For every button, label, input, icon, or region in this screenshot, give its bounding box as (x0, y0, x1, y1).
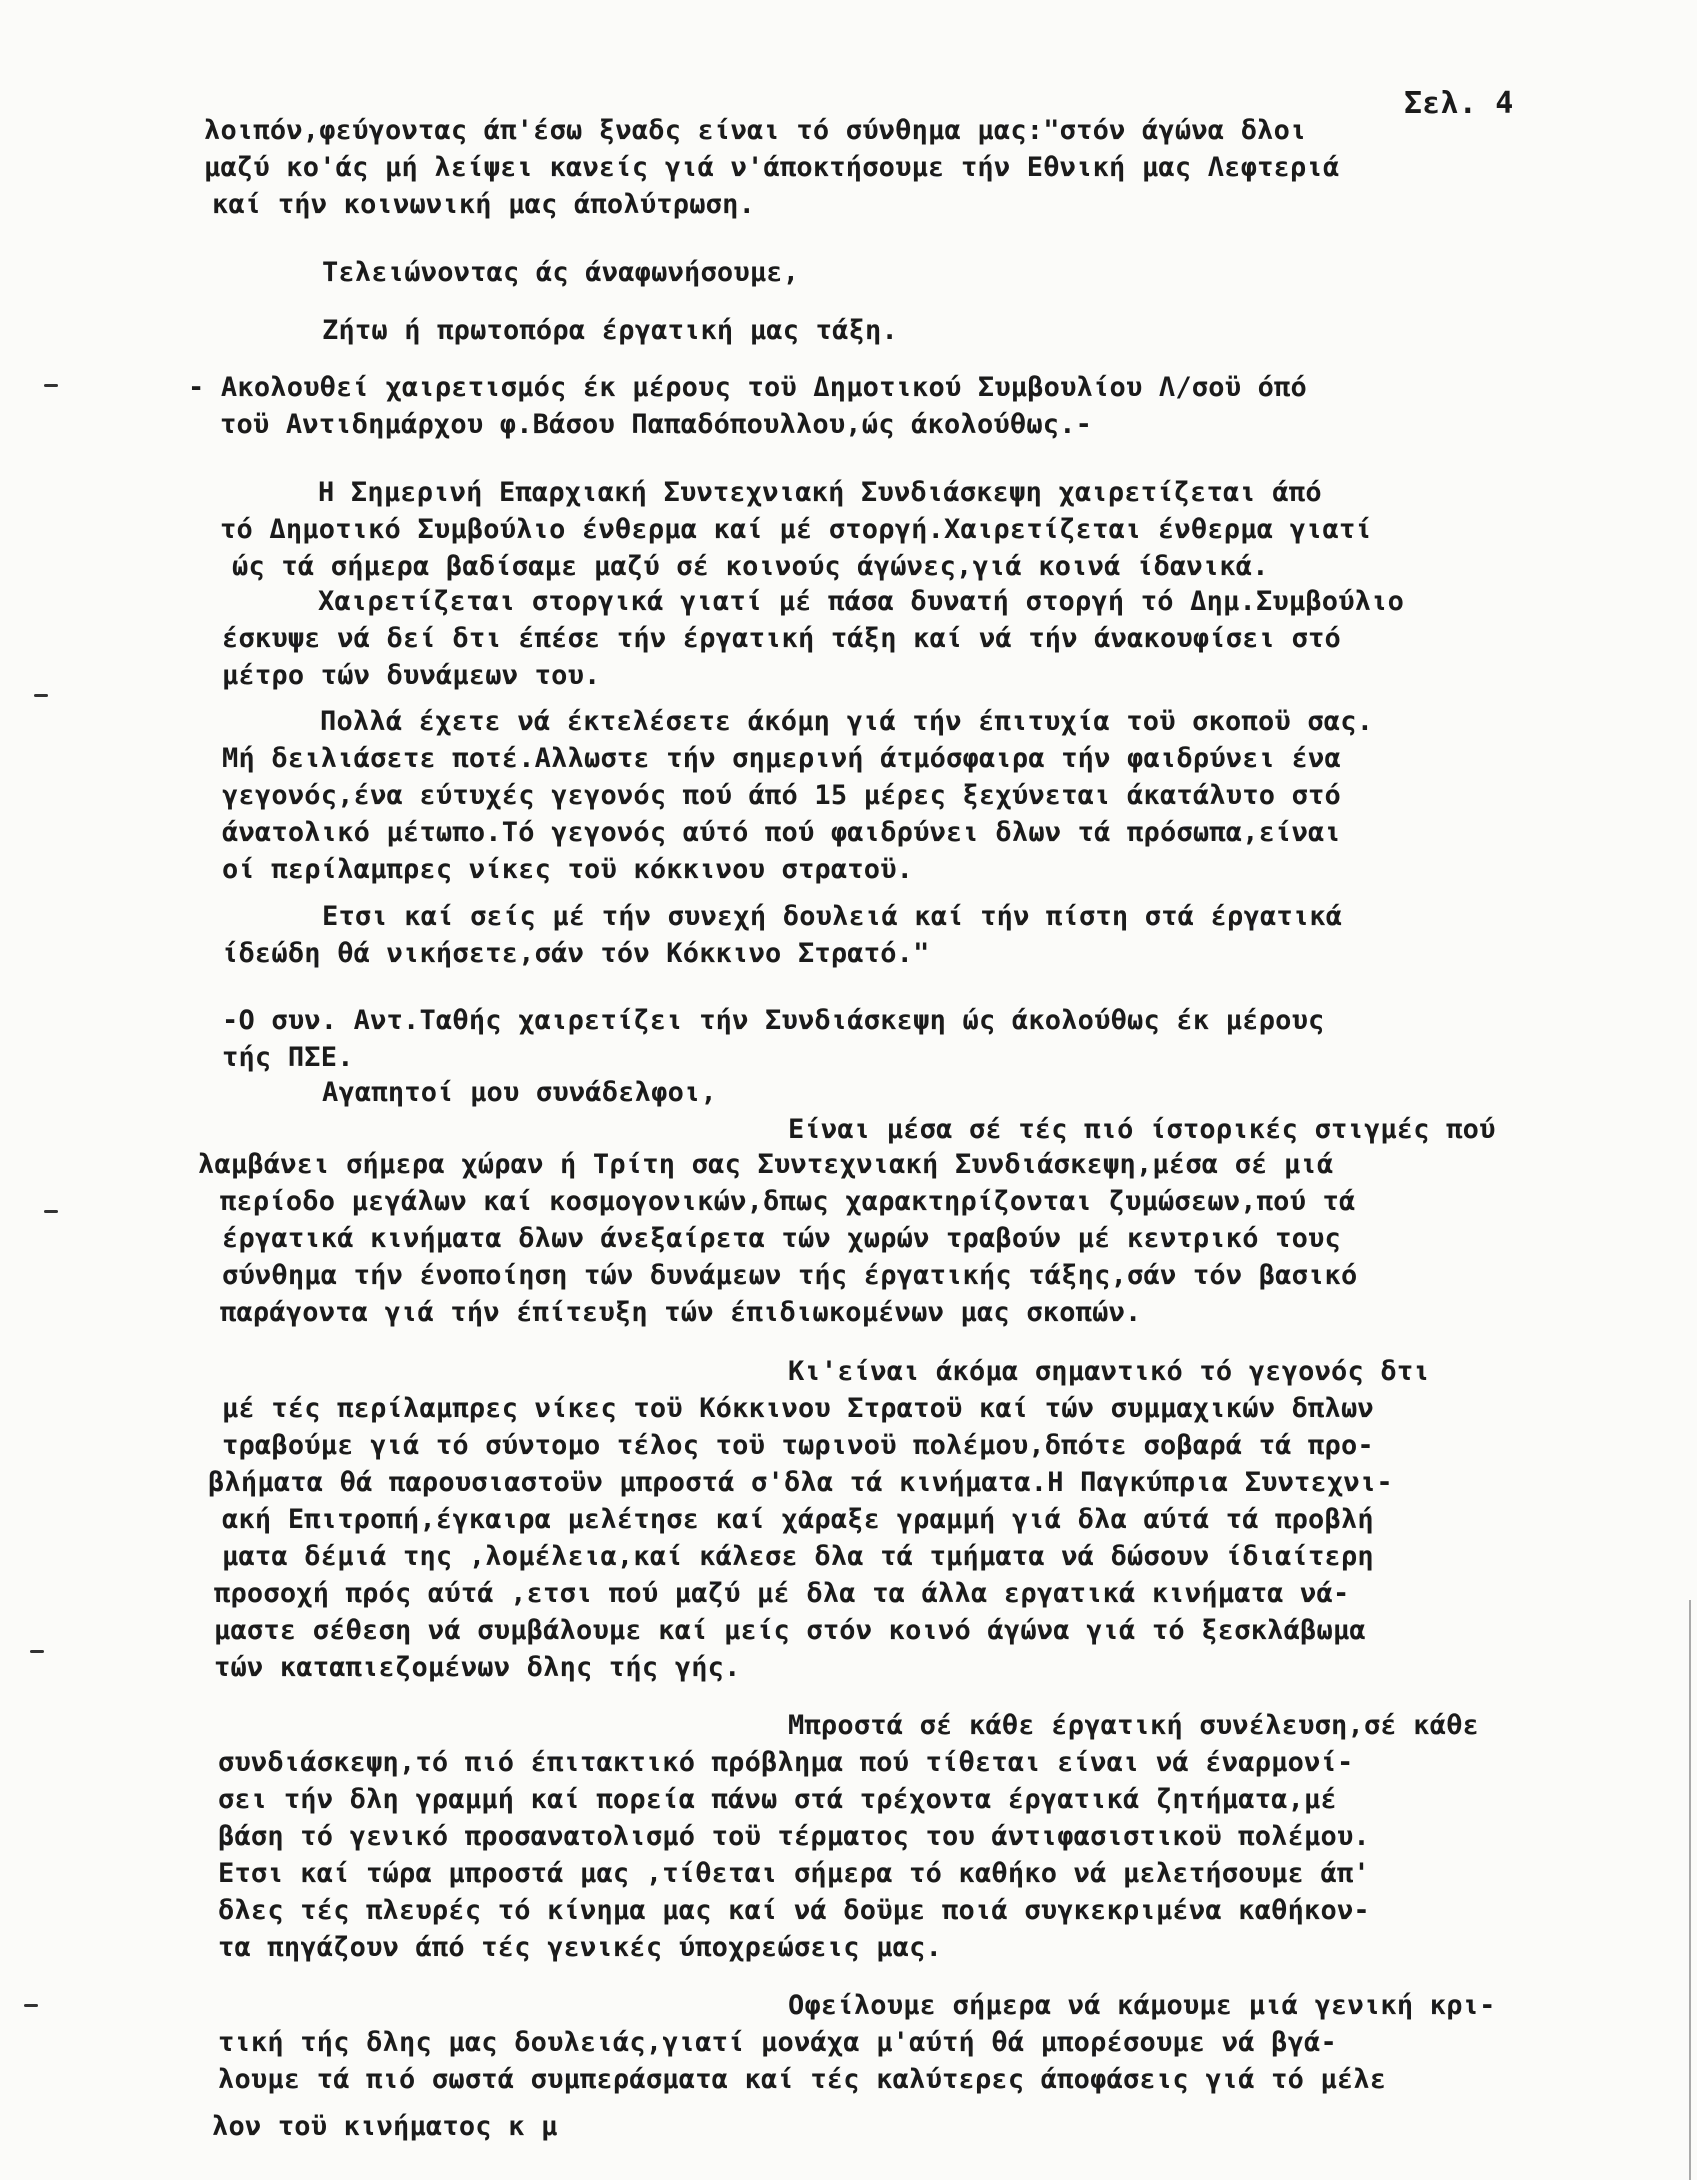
text-line: ματα δέμιά της ,λομέλεια,καί κάλεσε δλα τά τμήματα νά δώσουν ίδιαίτερη (222, 1541, 1374, 1572)
margin-mark (24, 2004, 38, 2007)
text-line: παράγοντα γιά τήν έπίτευξη τών έπιδιωκομένων μας σκοπών. (220, 1297, 1142, 1328)
text-line: καί τήν κοινωνική μας άπολύτρωση. (212, 189, 756, 220)
text-line: Αγαπητοί μου συνάδελφοι, (322, 1077, 717, 1108)
text-line: Οφείλουμε σήμερα νά κάμουμε μιά γενική κρι- (788, 1990, 1496, 2021)
text-line: Κι'είναι άκόμα σημαντικό τό γεγονός δτι (788, 1356, 1430, 1387)
text-line: Τελειώνοντας άς άναφωνήσουμε, (322, 257, 800, 288)
text-line: βλήματα θά παρουσιαστοϋν μπροστά σ'δλα τά κινήματα.Η Παγκύπρια Συντεχνι- (208, 1467, 1393, 1498)
text-line: λον τοϋ κινήματος κ μ (212, 2111, 558, 2142)
text-line: τό Δημοτικό Συμβούλιο ένθερμα καί μέ στοργή.Χαιρετίζεται ένθερμα γιατί (220, 514, 1372, 545)
text-line: λαμβάνει σήμερα χώραν ή Τρίτη σας Συντεχνιακή Συνδιάσκεψη,μέσα σέ μιά (198, 1149, 1334, 1180)
text-line: Ετσι καί τώρα μπροστά μας ,τίθεται σήμερα τό καθήκο νά μελετήσουμε άπ' (218, 1858, 1370, 1889)
text-line: τών καταπιεζομένων δλης τής γής. (214, 1652, 741, 1683)
text-line: Είναι μέσα σέ τές πιό ίστορικές στιγμές πού (788, 1114, 1496, 1145)
text-line: έσκυψε νά δεί δτι έπέσε τήν έργατική τάξη καί νά τήν άνακουφίσει στό (222, 623, 1341, 654)
margin-mark (44, 1210, 58, 1213)
text-line: Ζήτω ή πρωτοπόρα έργατική μας τάξη. (322, 315, 898, 346)
page-edge (1689, 1600, 1691, 2180)
text-line: περίοδο μεγάλων καί κοσμογονικών,δπως χαρακτηρίζονται ζυμώσεων,πού τά (220, 1186, 1356, 1217)
text-line: τα πηγάζουν άπό τές γενικές ύποχρεώσεις μας. (218, 1932, 943, 1963)
text-line: Μή δειλιάσετε ποτέ.Αλλωστε τήν σημερινή άτμόσφαιρα τήν φαιδρύνει ένα (222, 743, 1341, 774)
text-line: τραβούμε γιά τό σύντομο τέλος τοϋ τωρινοϋ πολέμου,δπότε σοβαρά τά προ- (222, 1430, 1374, 1461)
margin-mark (30, 1650, 44, 1653)
text-line: λοιπόν,φεύγοντας άπ'έσω ξναδς είναι τό σύνθημα μας:"στόν άγώνα δλοι (204, 115, 1307, 146)
text-line: λουμε τά πιό σωστά συμπεράσματα καί τές καλύτερες άποφάσεις γιά τό μέλε (218, 2064, 1387, 2095)
text-line: ίδεώδη θά νικήσετε,σάν τόν Κόκκινο Στρατό." (222, 938, 930, 969)
text-line: γεγονός,ένα εύτυχές γεγονός πού άπό 15 μέρες ξεχύνεται άκατάλυτο στό (222, 780, 1341, 811)
margin-mark (44, 384, 58, 387)
text-line: άνατολικό μέτωπο.Τό γεγονός αύτό πού φαιδρύνει δλων τά πρόσωπα,είναι (222, 817, 1341, 848)
text-line: μέτρο τών δυνάμεων του. (222, 660, 601, 691)
text-line: τοϋ Αντιδημάρχου φ.Βάσου Παπαδόπουλλου,ώς άκολούθως.- (220, 409, 1093, 440)
text-line: τική τής δλης μας δουλειάς,γιατί μονάχα μ'αύτή θά μπορέσουμε νά βγά- (218, 2027, 1337, 2058)
text-line: σύνθημα τήν ένοποίηση τών δυνάμεων τής έργατικής τάξης,σάν τόν βασικό (222, 1260, 1358, 1291)
text-line: μαζύ κο'άς μή λείψει κανείς γιά ν'άποκτήσουμε τήν Εθνική μας Λεφτεριά (204, 152, 1340, 183)
page-number: Σελ. 4 (1404, 86, 1514, 121)
text-line: Η Σημερινή Επαρχιακή Συντεχνιακή Συνδιάσκεψη χαιρετίζεται άπό (318, 477, 1322, 508)
text-line: σει τήν δλη γραμμή καί πορεία πάνω στά τρέχοντα έργατικά ζητήματα,μέ (218, 1784, 1337, 1815)
text-line: τής ΠΣΕ. (222, 1042, 354, 1073)
text-line: μαστε σέθεση νά συμβάλουμε καί μείς στόν κοινό άγώνα γιά τό ξεσκλάβωμα (214, 1615, 1366, 1646)
text-line: ακή Επιτροπή,έγκαιρα μελέτησε καί χάραξε γραμμή γιά δλα αύτά τά προβλή (222, 1504, 1374, 1535)
text-line: Χαιρετίζεται στοργικά γιατί μέ πάσα δυνατή στοργή τό Δημ.Συμβούλιο (318, 586, 1405, 617)
text-line: ώς τά σήμερα βαδίσαμε μαζύ σέ κοινούς άγώνες,γιά κοινά ίδανικά. (232, 551, 1269, 582)
text-line: συνδιάσκεψη,τό πιό έπιτακτικό πρόβλημα πού τίθεται είναι νά έναρμονί- (218, 1747, 1354, 1778)
text-line: μέ τές περίλαμπρες νίκες τοϋ Κόκκινου Στρατοϋ καί τών συμμαχικών δπλων (222, 1393, 1374, 1424)
text-line: Μπροστά σέ κάθε έργατική συνέλευση,σέ κάθε (788, 1710, 1480, 1741)
text-line: προσοχή πρός αύτά ,ετσι πού μαζύ μέ δλα τα άλλα εργατικά κινήματα νά- (214, 1578, 1350, 1609)
text-line: βάση τό γενικό προσανατολισμό τοϋ τέρματος του άντιφασιστικοϋ πολέμου. (218, 1821, 1370, 1852)
text-line: οί περίλαμπρες νίκες τοϋ κόκκινου στρατοϋ. (222, 854, 914, 885)
text-line: έργατικά κινήματα δλων άνεξαίρετα τών χωρών τραβούν μέ κεντρικό τους (222, 1223, 1341, 1254)
text-line: - Ακολουθεί χαιρετισμός έκ μέρους τοϋ Δημοτικού Συμβουλίου Λ/σοϋ όπό (188, 372, 1307, 403)
text-line: Ετσι καί σείς μέ τήν συνεχή δουλειά καί τήν πίστη στά έργατικά (322, 901, 1343, 932)
text-line: -Ο συν. Αντ.Ταθής χαιρετίζει τήν Συνδιάσκεψη ώς άκολούθως έκ μέρους (222, 1005, 1325, 1036)
text-line: δλες τές πλευρές τό κίνημα μας καί νά δοϋμε ποιά συγκεκριμένα καθήκον- (218, 1895, 1370, 1926)
text-line: Πολλά έχετε νά έκτελέσετε άκόμη γιά τήν έπιτυχία τοϋ σκοποϋ σας. (320, 706, 1374, 737)
margin-mark (34, 694, 48, 697)
